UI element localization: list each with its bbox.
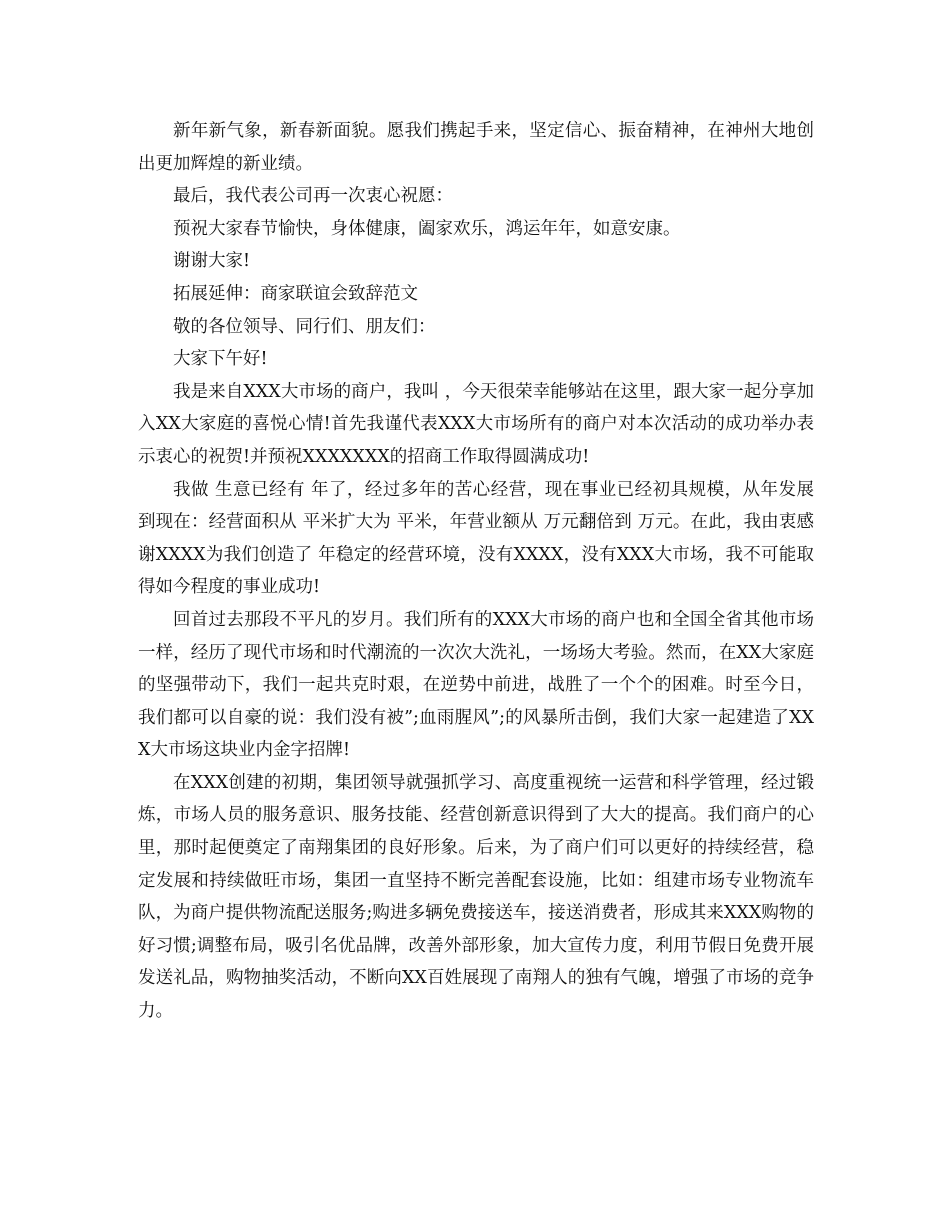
paragraph-salutation: 敬的各位领导、同行们、朋友们： <box>173 316 436 337</box>
paragraph-spring-festival-wishes: 预祝大家春节愉快，身体健康，阖家欢乐，鸿运年年，如意安康。 <box>173 218 681 239</box>
paragraph-extension-heading: 拓展延伸：商家联谊会致辞范文 <box>173 283 418 304</box>
paragraph-looking-back: 回首过去那段不平凡的岁月。我们所有的XXX大市场的商户也和全国全省其他市场一样，经历了现代市场和时代潮流的一次次大洗礼，一场场大考验。然而，在XX大家庭的坚强带动下，我们一起共克时艰，在逆势中前进，战胜了一个个的困难。时至今日，我们都可以自豪的说：我们没有被”;血雨腥风”;的风暴所击倒，我们大家一起建造了XXX大市场这块业内金字招牌! <box>138 609 814 761</box>
paragraph-self-introduction: 我是来自XXX大市场的商户，我叫 ，今天很荣幸能够站在这里，跟大家一起分享加入XX大家庭的喜悦心情!首先我谨代表XXX大市场所有的商户对本次活动的成功举办表示衷心的祝贺!并预祝XXXXXXX的招商工作取得圆满成功! <box>138 381 814 467</box>
paragraph-group-management: 在XXX创建的初期，集团领导就强抓学习、高度重视统一运营和科学管理，经过锻炼，市场人员的服务意识、服务技能、经营创新意识得到了大大的提高。我们商户的心里，那时起便奠定了南翔集团的良好形象。后来，为了商户们可以更好的持续经营，稳定发展和持续做旺市场，集团一直坚持不断完善配套设施，比如：组建市场专业物流车队，为商户提供物流配送服务;购进多辆免费接送车，接送消费者，形成其来XXX购物的好习惯;调整布局，吸引名优品牌，改善外部形象，加大宣传力度，利用节假日免费开展发送礼品，购物抽奖活动，不断向XX百姓展现了南翔人的独有气魄，增强了市场的竞争力。 <box>138 772 814 1022</box>
paragraph-new-year: 新年新气象，新春新面貌。愿我们携起手来，坚定信心、振奋精神，在神州大地创出更加辉煌的新业绩。 <box>138 121 814 174</box>
paragraph-thanks: 谢谢大家! <box>173 251 251 272</box>
paragraph-final-wishes-intro: 最后，我代表公司再一次衷心祝愿： <box>173 186 453 207</box>
paragraph-greeting: 大家下午好! <box>173 349 268 370</box>
paragraph-business-history: 我做 生意已经有 年了，经过多年的苦心经营，现在事业已经初具规模，从年发展到现在：经营面积从 平米扩大为 平米，年营业额从 万元翻倍到 万元。在此，我由衷感谢XXXX为我们创造了 年稳定的经营环境，没有XXXX，没有XXX大市场，我不可能取得如今程度的事业成功! <box>138 479 814 598</box>
document-body <box>138 115 814 1028</box>
